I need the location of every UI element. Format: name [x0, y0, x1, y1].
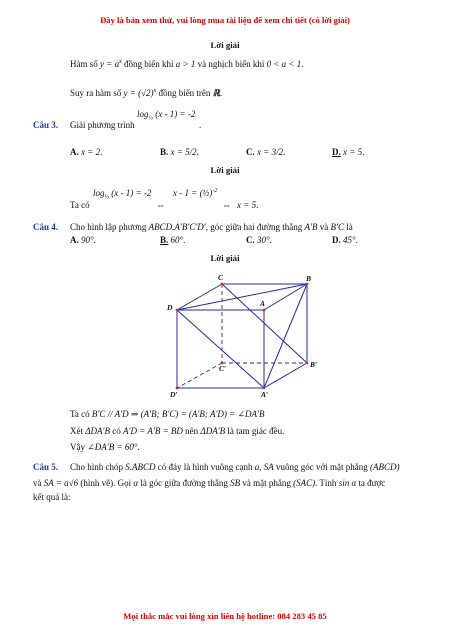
variable: a — [254, 462, 260, 472]
question-5-line-2 — [33, 478, 385, 488]
option-label: C. — [246, 235, 255, 245]
text: Hàm số — [70, 59, 98, 69]
text: , — [259, 462, 262, 472]
log-base: ½ — [104, 194, 110, 201]
formula: y = (√2) — [123, 88, 154, 98]
dot: . — [355, 235, 358, 245]
triangle: ΔDA′B — [85, 426, 110, 436]
text: ta được — [358, 478, 386, 488]
exponent: x — [153, 88, 157, 94]
vertex-label: D′ — [170, 390, 178, 399]
option-value: 60° — [170, 235, 184, 245]
equivalence-symbol: ⇔ — [156, 200, 165, 210]
option-label: A. — [70, 235, 79, 245]
condition: a > 1 — [175, 59, 196, 69]
formula: y = a — [100, 59, 120, 69]
edge-CpDp-hidden — [177, 363, 222, 388]
result: x = 5 — [237, 200, 257, 210]
text: , góc giữa hai đường thẳng — [205, 222, 303, 232]
equation-rest: (x - 1) = -2 — [111, 188, 152, 198]
cube-name: ABCD.A′B′C′D′ — [148, 222, 206, 232]
text: Vậy — [70, 442, 85, 452]
text: Giải phương trình — [70, 120, 135, 130]
diag-DB — [177, 284, 307, 310]
text: . Tính — [315, 478, 337, 488]
exponent: x — [119, 59, 122, 65]
equation-rest: (x - 1) = -2 — [155, 109, 196, 119]
equality: SA = a√6 — [43, 478, 79, 488]
vertex-label: B′ — [310, 360, 318, 369]
solution-title: Lời giải — [210, 165, 240, 175]
solution-title: Lời giải — [210, 40, 240, 50]
preview-banner: Đây là bản xem thử, vui lòng mua tài liệu để xem chi tiết (có lời giải) — [100, 15, 350, 25]
text: là — [346, 222, 353, 232]
option-value: x = 5 — [343, 147, 363, 157]
diag-BAp — [264, 284, 307, 388]
plane: (SAC) — [293, 478, 316, 488]
option-value: x = 3/2 — [257, 147, 284, 157]
edge-DC — [177, 284, 222, 310]
question-number: Câu 4. — [33, 222, 59, 232]
dot: . — [100, 147, 103, 157]
question-5 — [33, 462, 58, 472]
text: và — [33, 478, 42, 488]
edge-ApBp — [264, 363, 307, 388]
variable: α — [133, 478, 139, 488]
expression: sin α — [338, 478, 357, 488]
text: Ta có — [70, 200, 90, 210]
text: Ta có — [70, 409, 90, 419]
dot: . — [269, 235, 272, 245]
text: và — [319, 222, 329, 232]
text: Cho hình chóp — [70, 462, 123, 472]
dot: . — [219, 88, 223, 98]
option-label-correct: D. — [332, 147, 341, 157]
diag-DAp — [177, 310, 264, 388]
q4-solution-line-2 — [70, 426, 284, 436]
hotline-footer: Mọi thắc mắc vui lòng xin liên hệ hotline: 084 283 45 85 — [123, 611, 327, 621]
log-base: ½ — [148, 115, 154, 122]
pyramid-name: S.ABCD — [125, 462, 156, 472]
text: có — [112, 426, 121, 436]
dot: . — [283, 147, 286, 157]
dot: . — [256, 200, 259, 210]
dot: . — [183, 235, 186, 245]
condition: 0 < a < 1 — [266, 59, 302, 69]
q4-solution-line-1 — [70, 409, 265, 420]
question-number: Câu 5. — [33, 462, 59, 472]
text: Xét — [70, 426, 83, 436]
dot: . — [199, 120, 202, 130]
option-value: 45° — [343, 235, 356, 245]
angle-result: ∠DA′B = 60° — [87, 442, 138, 452]
line-name: B′C — [330, 222, 344, 232]
text: và mặt phẳng — [242, 478, 291, 488]
log: log — [93, 188, 105, 198]
dot: . — [362, 147, 365, 157]
dot: . — [196, 147, 199, 157]
vertex-label: C — [218, 273, 224, 282]
option-label: B. — [160, 147, 169, 157]
text: là tam giác đều. — [227, 426, 285, 436]
option-label-correct: B. — [160, 235, 169, 245]
option-value: 30° — [257, 235, 270, 245]
text: là góc giữa đường thẳng — [140, 478, 228, 488]
text: có đáy là hình vuông cạnh — [157, 462, 253, 472]
segment: SB — [230, 478, 241, 488]
dot: . — [93, 235, 96, 245]
log: log — [137, 109, 149, 119]
text: nên — [185, 426, 199, 436]
text: đồng biến trên — [158, 88, 211, 98]
real-numbers-symbol: ℝ — [212, 88, 220, 98]
formula: B′C // A′D ⇒ (A′B; B′C) = (A′B; A′D) = ∠DA′B — [91, 409, 265, 419]
option-value: x = 2 — [81, 147, 101, 157]
text: vuông góc với mặt phẳng — [275, 462, 368, 472]
plane: (ABCD) — [369, 462, 400, 472]
vertex-label: C′ — [219, 364, 227, 373]
line-name: A′B — [304, 222, 318, 232]
equation: x - 1 = (½) — [173, 188, 213, 198]
question-5-line-1 — [70, 462, 399, 472]
vertex-label: B — [306, 274, 312, 283]
equivalence-symbol: ⇔ — [222, 200, 231, 210]
text: Cho hình lập phương — [70, 222, 147, 232]
text: đồng biến khi — [124, 59, 174, 69]
vertex-label: A — [260, 299, 266, 308]
option-value: 90° — [81, 235, 94, 245]
triangle: ΔDA′B — [200, 426, 226, 436]
equality: A′D = A′B = BD — [123, 426, 183, 436]
solution-title: Lời giải — [210, 253, 240, 263]
option-label: D. — [332, 235, 341, 245]
dot: . — [137, 442, 140, 452]
option-label: C. — [246, 147, 255, 157]
segment: SA — [263, 462, 274, 472]
option-label: A. — [70, 147, 79, 157]
text: (hình vẽ). Gọi — [80, 478, 132, 488]
question-5-line-3: kết quả là: — [33, 492, 71, 502]
text: và nghịch biến khi — [197, 59, 265, 69]
option-value: x = 5/2 — [170, 147, 197, 157]
dot: . — [301, 59, 304, 69]
question-number: Câu 3. — [33, 120, 59, 130]
vertex-label: D — [167, 303, 173, 312]
exponent: -2 — [212, 188, 218, 194]
q4-solution-line-3 — [70, 442, 140, 453]
vertex-label: A′ — [261, 390, 269, 399]
text: Suy ra hàm số — [70, 88, 122, 98]
